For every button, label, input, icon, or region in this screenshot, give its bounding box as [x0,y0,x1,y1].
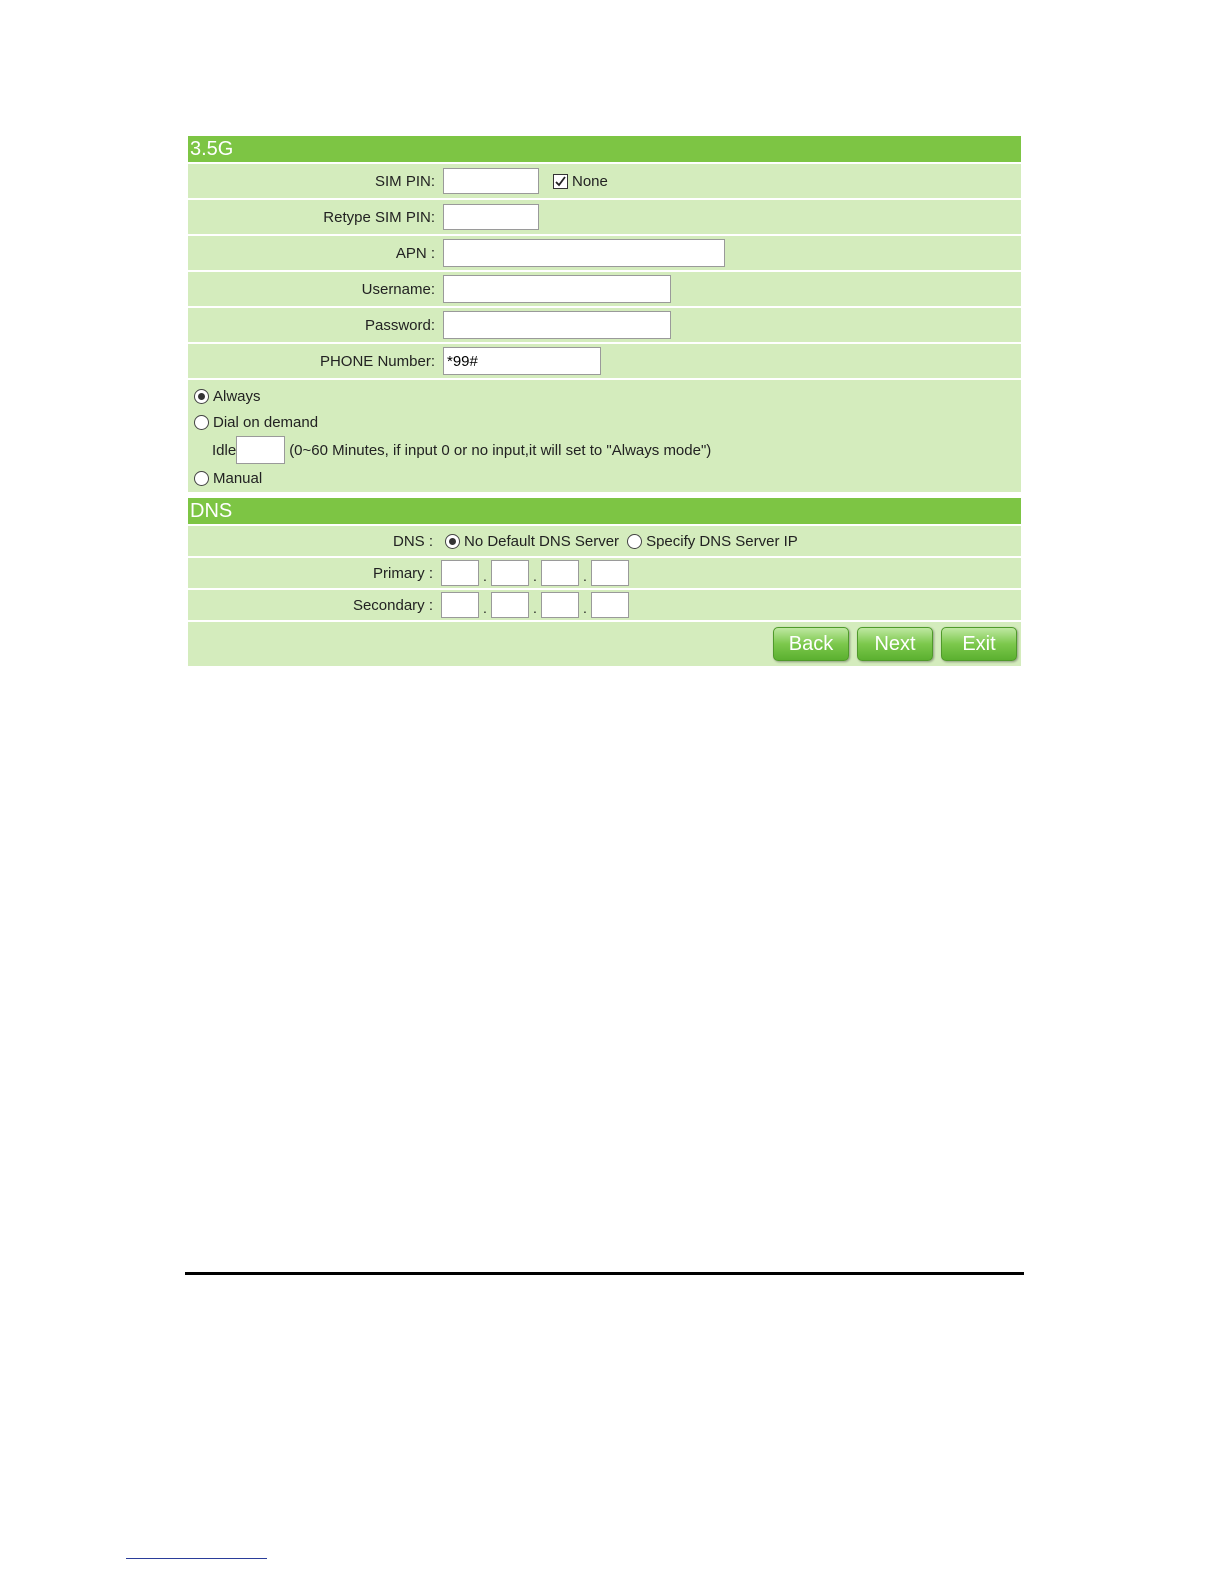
manual-option[interactable] [194,470,262,487]
no-default-dns-radio[interactable] [445,534,460,549]
sim-pin-none-checkbox[interactable] [553,174,568,189]
username-row [188,272,1021,306]
apn-input[interactable] [443,239,725,267]
secondary-dns-octet-4[interactable] [591,592,629,618]
idle-line [212,436,711,464]
secondary-dns-octet-2[interactable] [491,592,529,618]
secondary-dns-octet-3[interactable] [541,592,579,618]
secondary-dns-label: Secondary : [352,596,433,614]
ip-separator: . [583,568,587,584]
phone-number-input[interactable] [443,347,601,375]
password-input[interactable] [443,311,671,339]
page-divider [185,1272,1024,1275]
primary-dns-octet-3[interactable] [541,560,579,586]
phone-number-row [188,344,1021,378]
ip-separator: . [483,600,487,616]
manual-label: Manual [213,470,263,487]
section-header-dns: DNS [188,498,1021,524]
always-label: Always [213,388,261,405]
sim-pin-row [188,164,1021,198]
retype-sim-pin-input[interactable] [443,204,539,230]
ip-separator: . [533,600,537,616]
exit-button[interactable]: Exit [941,627,1017,661]
manual-radio[interactable] [194,471,209,486]
specify-dns-label: Specify DNS Server IP [646,532,798,550]
primary-dns-octet-2[interactable] [491,560,529,586]
setup-panel [188,136,1021,666]
idle-label: Idle [212,441,237,459]
retype-sim-pin-row [188,200,1021,234]
footnote-rule [126,1558,267,1559]
secondary-dns-row [188,590,1021,620]
primary-dns-octet-1[interactable] [441,560,479,586]
button-row [188,622,1021,666]
dial-on-demand-radio[interactable] [194,415,209,430]
always-radio[interactable] [194,389,209,404]
password-label: Password: [364,316,435,334]
ip-separator: . [583,600,587,616]
primary-dns-label: Primary : [373,564,433,582]
username-input[interactable] [443,275,671,303]
no-default-dns-label: No Default DNS Server [464,532,620,550]
sim-pin-input[interactable] [443,168,539,194]
dns-label: DNS : [392,532,433,550]
retype-sim-pin-label: Retype SIM PIN: [323,208,435,226]
apn-label: APN : [395,244,435,262]
dns-mode-row [188,526,1021,556]
phone-number-label: PHONE Number: [319,352,435,370]
apn-row [188,236,1021,270]
password-row [188,308,1021,342]
ip-separator: . [483,568,487,584]
username-label: Username: [361,280,435,298]
specify-dns-radio[interactable] [627,534,642,549]
back-button[interactable]: Back [773,627,849,661]
primary-dns-octet-4[interactable] [591,560,629,586]
primary-dns-row [188,558,1021,588]
section-header-3-5g: 3.5G [188,136,1021,162]
idle-minutes-input[interactable] [236,436,285,464]
dial-on-demand-option[interactable] [194,414,318,431]
idle-hint: (0~60 Minutes, if input 0 or no input,it will set to "Always mode") [289,441,712,459]
next-button[interactable]: Next [857,627,933,661]
sim-pin-label: SIM PIN: [374,172,435,190]
ip-separator: . [533,568,537,584]
always-option[interactable] [194,388,261,405]
checkmark-icon [554,175,567,188]
dial-on-demand-label: Dial on demand [213,414,319,431]
connection-mode-block [188,380,1021,492]
secondary-dns-octet-1[interactable] [441,592,479,618]
none-label: None [572,172,608,190]
